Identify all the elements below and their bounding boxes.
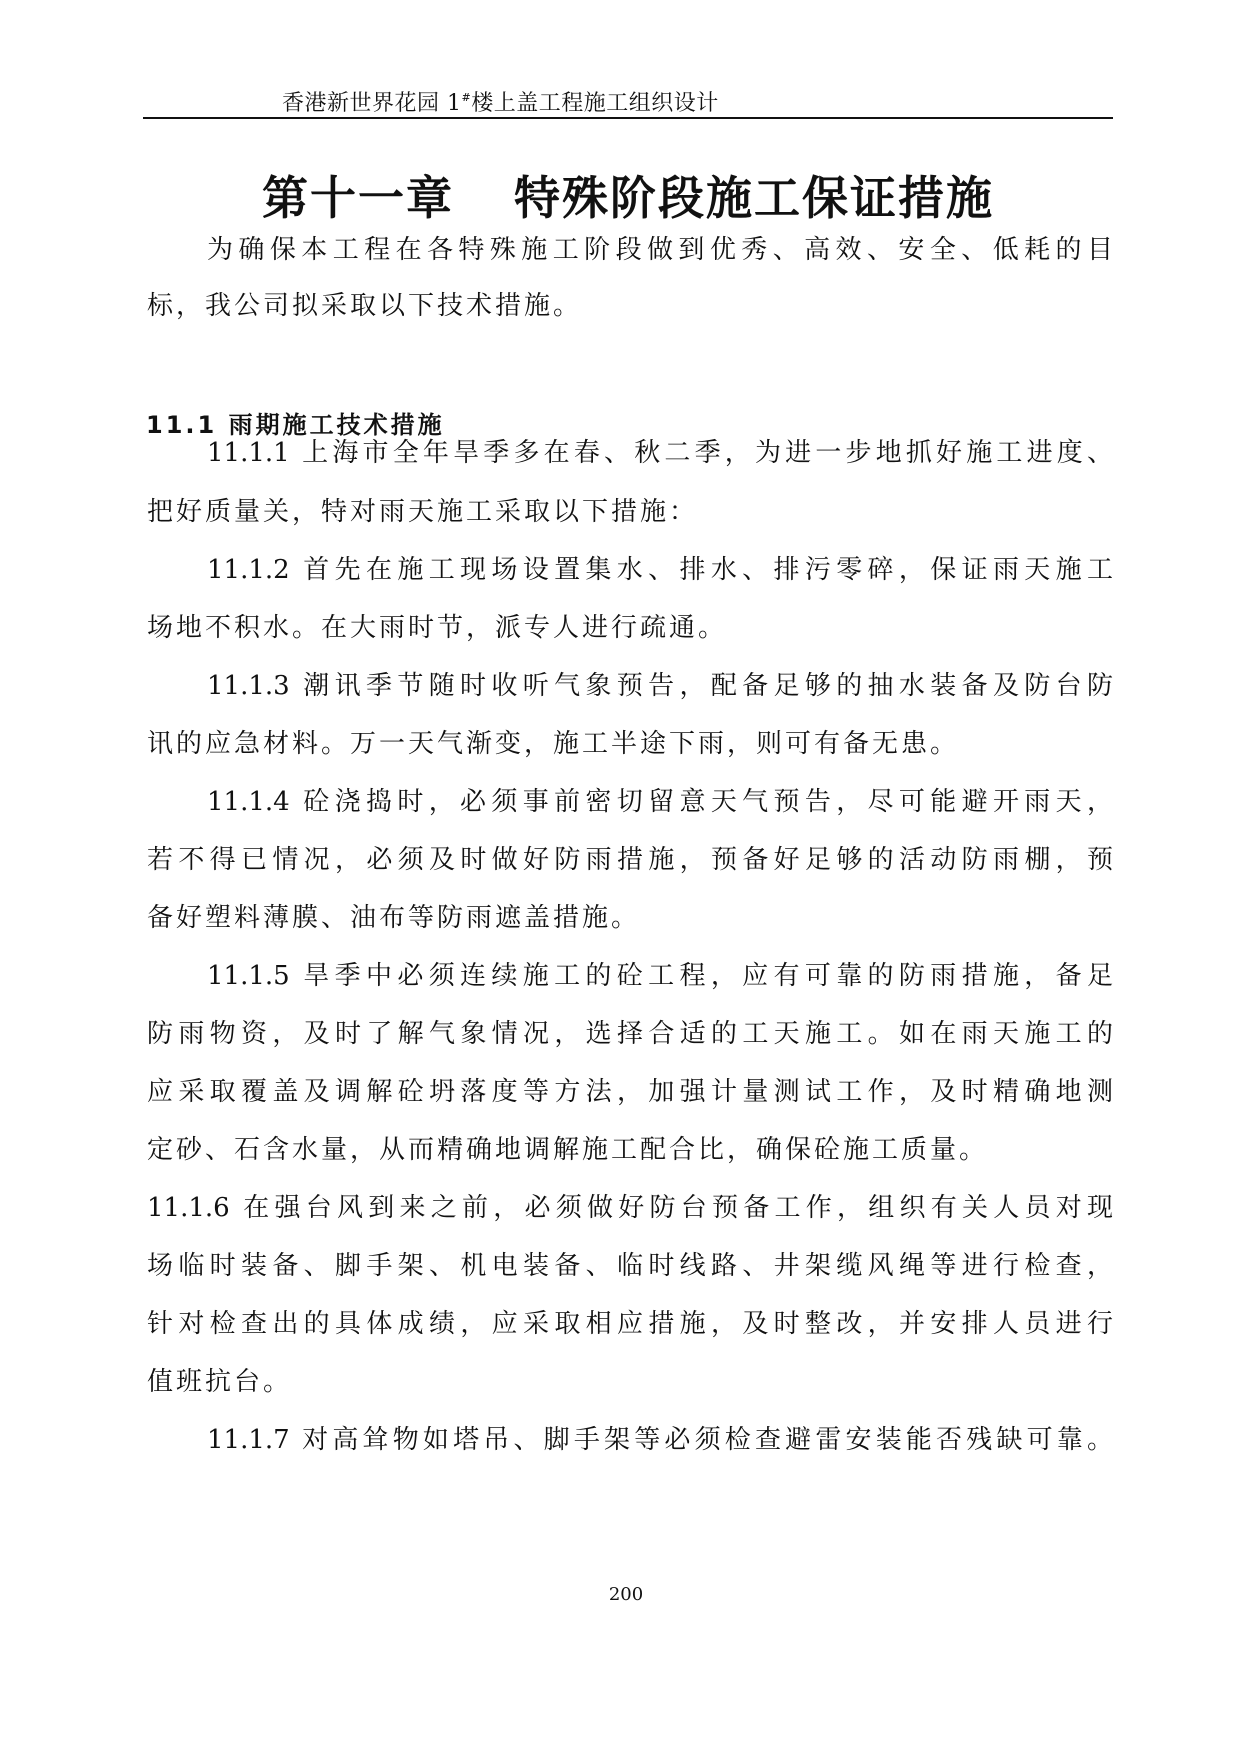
paragraph-line: 讯的应急材料。万一天气渐变，施工半途下雨，则可有备无患。 <box>147 729 960 759</box>
paragraph-line: 11.1.3 潮讯季节随时收听气象预告，配备足够的抽水装备及防台防 <box>207 671 1113 701</box>
page-number: 200 <box>608 1584 644 1605</box>
paragraph-line: 场临时装备、脚手架、机电装备、临时线路、井架缆风绳等进行检查， <box>147 1251 1113 1281</box>
paragraph-line: 11.1.7 对高耸物如塔吊、脚手架等必须检查避雷安装能否残缺可靠。 <box>207 1425 1113 1455</box>
chapter-number: 第十一章 <box>262 171 454 225</box>
paragraph-line: 11.1.2 首先在施工现场设置集水、排水、排污零碎，保证雨天施工 <box>207 555 1113 585</box>
paragraph-line: 备好塑料薄膜、油布等防雨遮盖措施。 <box>147 903 641 933</box>
chapter-title <box>143 162 1113 228</box>
paragraph-line: 针对检查出的具体成绩，应采取相应措施，及时整改，并安排人员进行 <box>147 1309 1113 1339</box>
paragraph-line: 11.1.4 砼浇捣时，必须事前密切留意天气预告，尽可能避开雨天， <box>207 787 1113 817</box>
paragraph-line: 定砂、石含水量，从而精确地调解施工配合比，确保砼施工质量。 <box>147 1135 989 1165</box>
paragraph-line: 应采取覆盖及调解砼坍落度等方法，加强计量测试工作，及时精确地测 <box>147 1077 1113 1107</box>
running-header-tail: 楼上盖工程施工组织设计 <box>471 91 719 116</box>
running-header-mark: # <box>461 91 472 104</box>
running-header-text: 香港新世界花园 1 <box>282 91 462 116</box>
paragraph-line: 11.1.6 在强台风到来之前，必须做好防台预备工作，组织有关人员对现 <box>147 1193 1113 1223</box>
paragraph-line: 若不得已情况，必须及时做好防雨措施，预备好足够的活动防雨棚，预 <box>147 845 1113 875</box>
header-rule <box>143 117 1113 119</box>
paragraph-line: 标，我公司拟采取以下技术措施。 <box>147 291 583 321</box>
chapter-name: 特殊阶段施工保证措施 <box>514 171 994 225</box>
paragraph-line: 场地不积水。在大雨时节，派专人进行疏通。 <box>147 613 728 643</box>
paragraph-line: 为确保本工程在各特殊施工阶段做到优秀、高效、安全、低耗的目 <box>207 235 1113 265</box>
section-heading: 11.1 雨期施工技术措施 <box>146 411 445 439</box>
running-header <box>282 86 719 117</box>
paragraph-line: 11.1.1 上海市全年旱季多在春、秋二季，为进一步地抓好施工进度、 <box>207 438 1113 468</box>
paragraph-line: 防雨物资，及时了解气象情况，选择合适的工天施工。如在雨天施工的 <box>147 1019 1113 1049</box>
paragraph-line: 值班抗台。 <box>147 1367 293 1397</box>
paragraph-line: 11.1.5 旱季中必须连续施工的砼工程，应有可靠的防雨措施，备足 <box>207 961 1113 991</box>
paragraph-line: 把好质量关，特对雨天施工采取以下措施： <box>147 497 699 527</box>
